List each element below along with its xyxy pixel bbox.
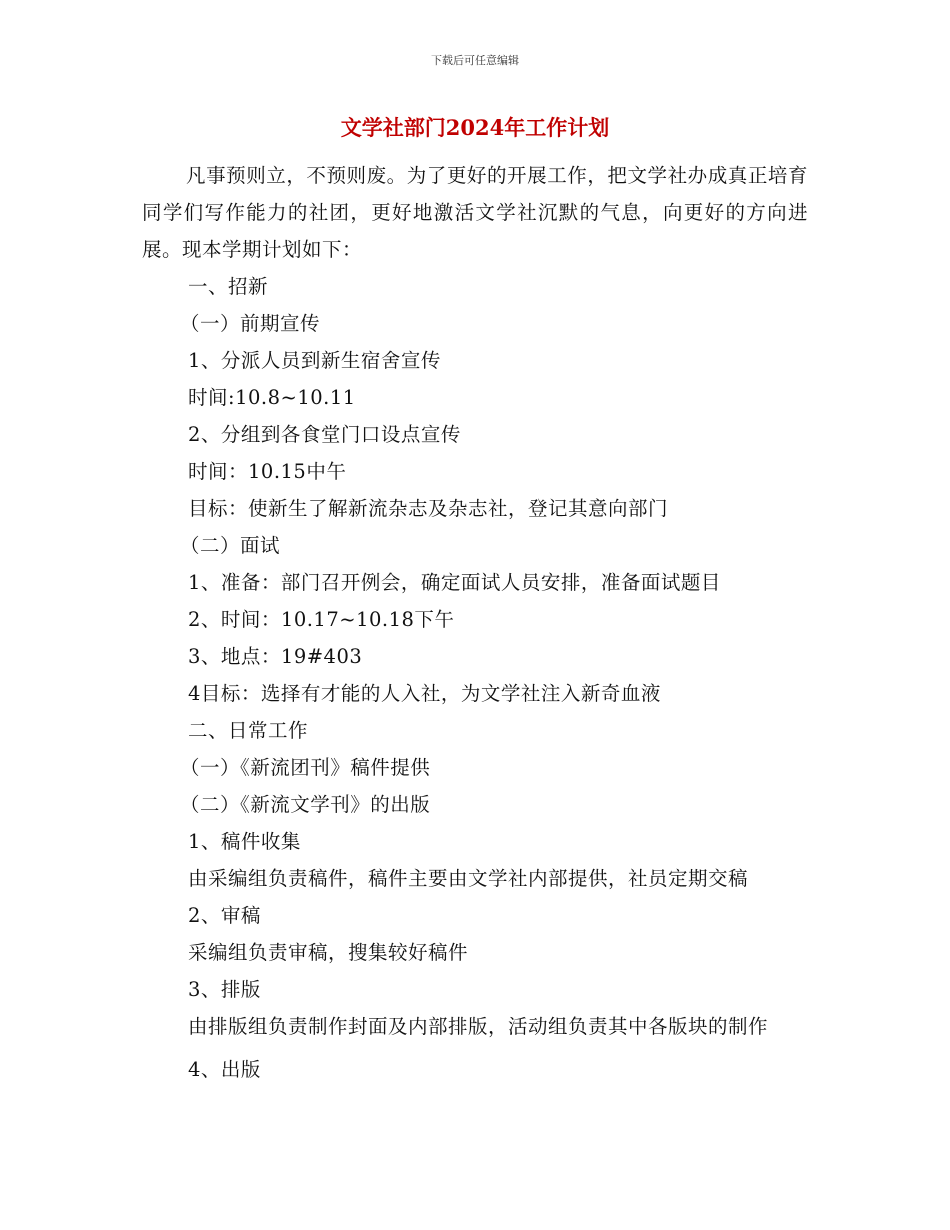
- list-item: 1、稿件收集: [188, 830, 301, 853]
- section-heading-recruitment: 一、招新: [188, 275, 269, 298]
- subsection-heading-literary-journal: （二）《新流文学刊》的出版: [180, 793, 431, 816]
- list-item: 时间：10.15中午: [188, 460, 347, 483]
- list-item: 3、排版: [188, 978, 261, 1001]
- list-item: 2、审稿: [188, 904, 261, 927]
- list-item: 目标：使新生了解新流杂志及杂志社，登记其意向部门: [188, 497, 669, 520]
- list-item: 2、分组到各食堂门口设点宣传: [188, 423, 461, 446]
- subsection-heading-promotion: （一）前期宣传: [180, 312, 321, 335]
- subsection-heading-interview: （二）面试: [180, 534, 281, 557]
- list-item: 2、时间：10.17~10.18下午: [188, 608, 455, 631]
- list-item: 由采编组负责稿件，稿件主要由文学社内部提供，社员定期交稿: [188, 867, 749, 890]
- page-header-note: 下载后可任意编辑: [431, 54, 519, 67]
- subsection-heading-group-journal: （一）《新流团刊》稿件提供: [180, 756, 431, 779]
- document-body: [142, 157, 808, 1088]
- intro-paragraph: 凡事预则立，不预则废。为了更好的开展工作，把文学社办成真正培育同学们写作能力的社团，更好地激活文学社沉默的气息，向更好的方向进展。现本学期计划如下：: [142, 164, 808, 261]
- document-title: 文学社部门2024年工作计划: [340, 115, 610, 140]
- list-item: 3、地点：19#403: [188, 645, 363, 668]
- list-item: 采编组负责审稿，搜集较好稿件: [188, 941, 469, 964]
- list-item: 4、出版: [188, 1058, 261, 1081]
- list-item: 时间:10.8~10.11: [188, 386, 356, 409]
- layout-paragraph: 由排版组负责制作封面及内部排版，活动组负责其中各版块的制作: [188, 1015, 769, 1038]
- list-item: 4目标：选择有才能的人入社，为文学社注入新奇血液: [188, 682, 661, 705]
- list-item: 1、准备：部门召开例会，确定面试人员安排，准备面试题目: [188, 571, 721, 594]
- list-item: 1、分派人员到新生宿舍宣传: [188, 349, 441, 372]
- section-heading-daily-work: 二、日常工作: [188, 719, 309, 742]
